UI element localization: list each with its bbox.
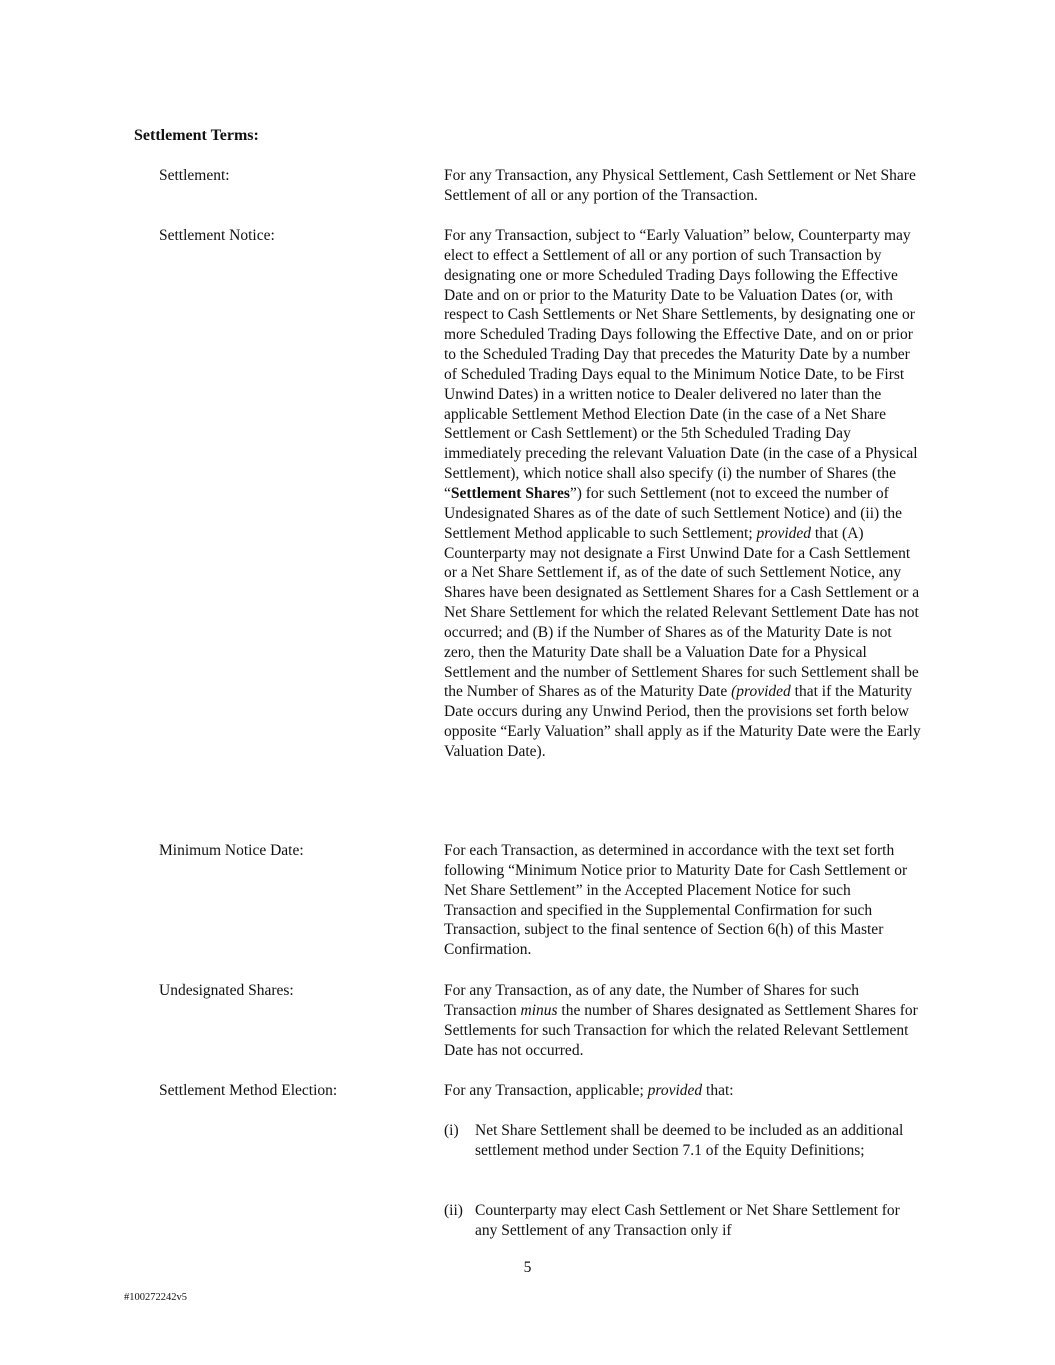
settlement-method-election-label: Settlement Method Election: bbox=[159, 1082, 338, 1099]
provided-emphasis: provided bbox=[756, 524, 812, 542]
settlement-method-election-text-part1: For any Transaction, applicable; bbox=[444, 1082, 648, 1099]
settlement-notice-label: Settlement Notice: bbox=[159, 227, 275, 244]
document-id: #100272242v5 bbox=[124, 1292, 187, 1303]
minimum-notice-date-text: For each Transaction, as determined in accordance with the text set forth following “Minimum Notice prior to Maturity Date for Cash Settlement or Net Share Settlement” in the Accepted Placement Notice for such Transaction and specified in the Supplemental Confirmation for such Transaction, subject to the final sentence of Section 6(h) of this Master Confirmation. bbox=[444, 842, 908, 959]
list-item-text: Net Share Settlement shall be deemed to be included as an additional settlement method under Section 7.1 of the Equity Definitions; bbox=[475, 1122, 904, 1159]
settlement-notice-definition bbox=[444, 226, 926, 762]
list-item-marker: (ii) bbox=[444, 1202, 463, 1219]
settlement-notice-text bbox=[444, 226, 926, 762]
settlement-method-election-text-part2: that: bbox=[702, 1082, 734, 1099]
list-item bbox=[444, 1201, 926, 1241]
settlement-method-election-definition bbox=[444, 1081, 926, 1101]
settlement-notice-text-part1: For any Transaction, subject to “Early Valuation” below, Counterparty may elect to effect a Settlement of all or any portion of such Transaction by designating one or more Scheduled Trading Days following the Effective Date and on or prior to the Maturity Date to be Valuation Dates (or, with respect to Cash Settlements or Net Share Settlements, by designating one or more Scheduled Trading Days following the Effective Date, and on or prior to the Scheduled Trading Day that precedes the Maturity Date by a number of Scheduled Trading Days equal to the Minimum Notice Date, to be First Unwind Dates) in a written notice to Dealer delivered no later than the applicable Settlement Method Election Date (in the case of a Net Share Settlement or Cash Settlement) or the 5th Scheduled Trading Day immediately preceding the relevant Valuation Date (in the case of a Physical Settlement), which notice shall also specify (i) the number of Shares (the “ bbox=[444, 227, 918, 502]
undesignated-shares-definition bbox=[444, 981, 926, 1060]
settlement-notice-text-part3: that (A) Counterparty may not designate a First Unwind Date for a Cash Settlement or a Net Share Settlement if, as of the date of such Settlement Notice, any Shares have been designated as Settlement Shares for a Cash Settlement or a Net Share Settlement for which the related Relevant Settlement Date has not occurred; and (B) if the Number of Shares as of the Maturity Date is not zero, then the Maturity Date shall be a Valuation Date for a Physical Settlement and the number of Settlement Shares for such Settlement shall be the Number of Shares as of the Maturity Date bbox=[444, 524, 920, 701]
settlement-notice-text-part4: that if the Maturity Date occurs during any Unwind Period, then the provisions set forth below opposite “Early Valuation” shall apply as if the Maturity Date were the Early Valuation Date). bbox=[444, 683, 921, 760]
list-item-marker: (i) bbox=[444, 1122, 459, 1139]
undesignated-shares-text-part1: For any Transaction, as of any date, the Number of Shares for such Transaction bbox=[444, 982, 859, 1019]
provided-emphasis: (provided bbox=[731, 683, 791, 701]
settlement-method-election-intro bbox=[444, 1081, 926, 1101]
provided-emphasis: provided bbox=[647, 1082, 703, 1099]
settlement-notice-text-part2: ”) for such Settlement (not to exceed the number of Undesignated Shares as of the date of such Settlement Notice) and (ii) the Settlement Method applicable to such Settlement; bbox=[444, 484, 902, 542]
section-title: Settlement Terms: bbox=[134, 127, 259, 144]
list-item-text: Counterparty may elect Cash Settlement or Net Share Settlement for any Settlement of any Transaction only if bbox=[475, 1202, 900, 1239]
settlement-definition bbox=[444, 166, 926, 206]
defined-term-settlement-shares: Settlement Shares bbox=[450, 484, 570, 502]
undesignated-shares-label: Undesignated Shares: bbox=[159, 982, 294, 999]
minimum-notice-date-label: Minimum Notice Date: bbox=[159, 842, 304, 859]
page-number: 5 bbox=[523, 1259, 532, 1276]
list-item bbox=[444, 1121, 926, 1161]
minus-emphasis: minus bbox=[520, 1001, 558, 1019]
undesignated-shares-text-part2: the number of Shares designated as Settlement Shares for Settlements for such Transaction for which the related Relevant Settlement Date has not occurred. bbox=[444, 1001, 918, 1059]
undesignated-shares-text bbox=[444, 981, 926, 1060]
settlement-text: For any Transaction, any Physical Settlement, Cash Settlement or Net Share Settlement of all or any portion of the Transaction. bbox=[444, 167, 916, 204]
minimum-notice-date-definition bbox=[444, 841, 926, 960]
settlement-label: Settlement: bbox=[159, 167, 230, 184]
